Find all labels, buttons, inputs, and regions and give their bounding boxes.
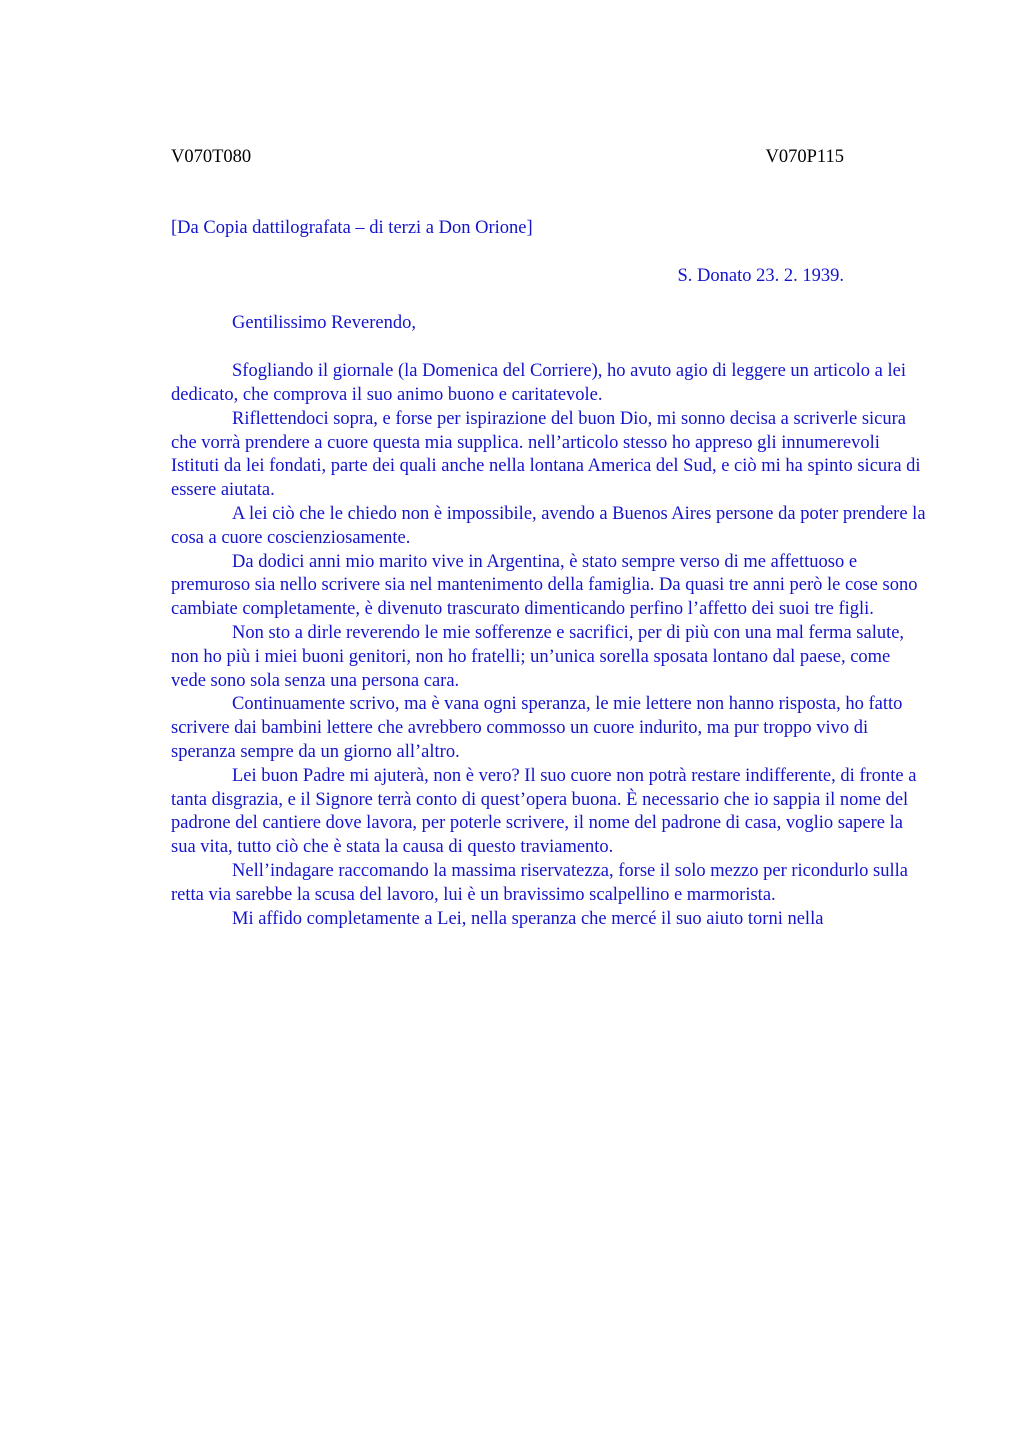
paragraph-8: Nell’indagare raccomando la massima riservatezza, forse il solo mezzo per ricondurlo sulla retta via sarebbe la scusa del lavoro, lui è un bravissimo scalpellino e marmorista. xyxy=(171,860,908,905)
letter-date: S. Donato 23. 2. 1939. xyxy=(677,265,844,286)
source-note: [Da Copia dattilografata – di terzi a Don Orione] xyxy=(171,217,533,238)
document-code-left: V070T080 xyxy=(171,147,252,167)
paragraph-3: A lei ciò che le chiedo non è impossibile, avendo a Buenos Aires persone da poter prendere la cosa a cuore coscienziosamente. xyxy=(171,503,926,548)
paragraph-6: Continuamente scrivo, ma è vana ogni speranza, le mie lettere non hanno risposta, ho fatto scrivere dai bambini lettere che avrebbero commosso un cuore indurito, ma pur troppo vivo di speranza sempre da un giorno all’altro. xyxy=(171,694,903,762)
document-page xyxy=(171,146,927,931)
paragraph-4: Da dodici anni mio marito vive in Argentina, è stato sempre verso di me affettuoso e premuroso sia nello scrivere sia nel mantenimento della famiglia. Da quasi tre anni però le cose sono cambiate completamente, è divenuto trascurato dimenticando perfino l’affetto dei suoi tre figli. xyxy=(171,551,918,620)
paragraph-5: Non sto a dirle reverendo le mie sofferenze e sacrifici, per di più con una mal ferma salute, non ho più i miei buoni genitori, non ho fratelli; un’unica sorella sposata lontano dal paese, come vede sono sola senza una persona cara. xyxy=(171,622,905,691)
salutation: Gentilissimo Reverendo, xyxy=(232,313,416,334)
letter-body xyxy=(171,360,927,931)
paragraph-7: Lei buon Padre mi ajuterà, non è vero? Il suo cuore non potrà restare indifferente, di fronte a tanta disgrazia, e il Signore terrà conto di quest’opera buona. È necessario che io sappia il nome del padrone del cantiere dove lavora, per poterle scrivere, il nome del padrone di casa, voglio sapere la sua vita, tutto ciò che è stata la causa di questo traviamento. xyxy=(171,765,917,858)
header-row xyxy=(171,146,844,170)
document-code-right: V070P115 xyxy=(765,147,844,167)
paragraph-1: Sfogliando il giornale (la Domenica del Corriere), ho avuto agio di leggere un articolo a lei dedicato, che comprova il suo animo buono e caritatevole. xyxy=(171,361,906,405)
paragraph-9: Mi affido completamente a Lei, nella speranza che mercé il suo aiuto torni nella xyxy=(232,908,824,929)
paragraph-2: Riflettendoci sopra, e forse per ispirazione del buon Dio, mi sonno decisa a scriverle sicura che vorrà prendere a cuore questa mia supplica. nell’articolo stesso ho appreso gli innumerevoli Istituti da lei fondati, parte dei quali anche nella lontana America del Sud, e ciò mi ha spinto sicura di essere aiutata. xyxy=(171,408,921,501)
